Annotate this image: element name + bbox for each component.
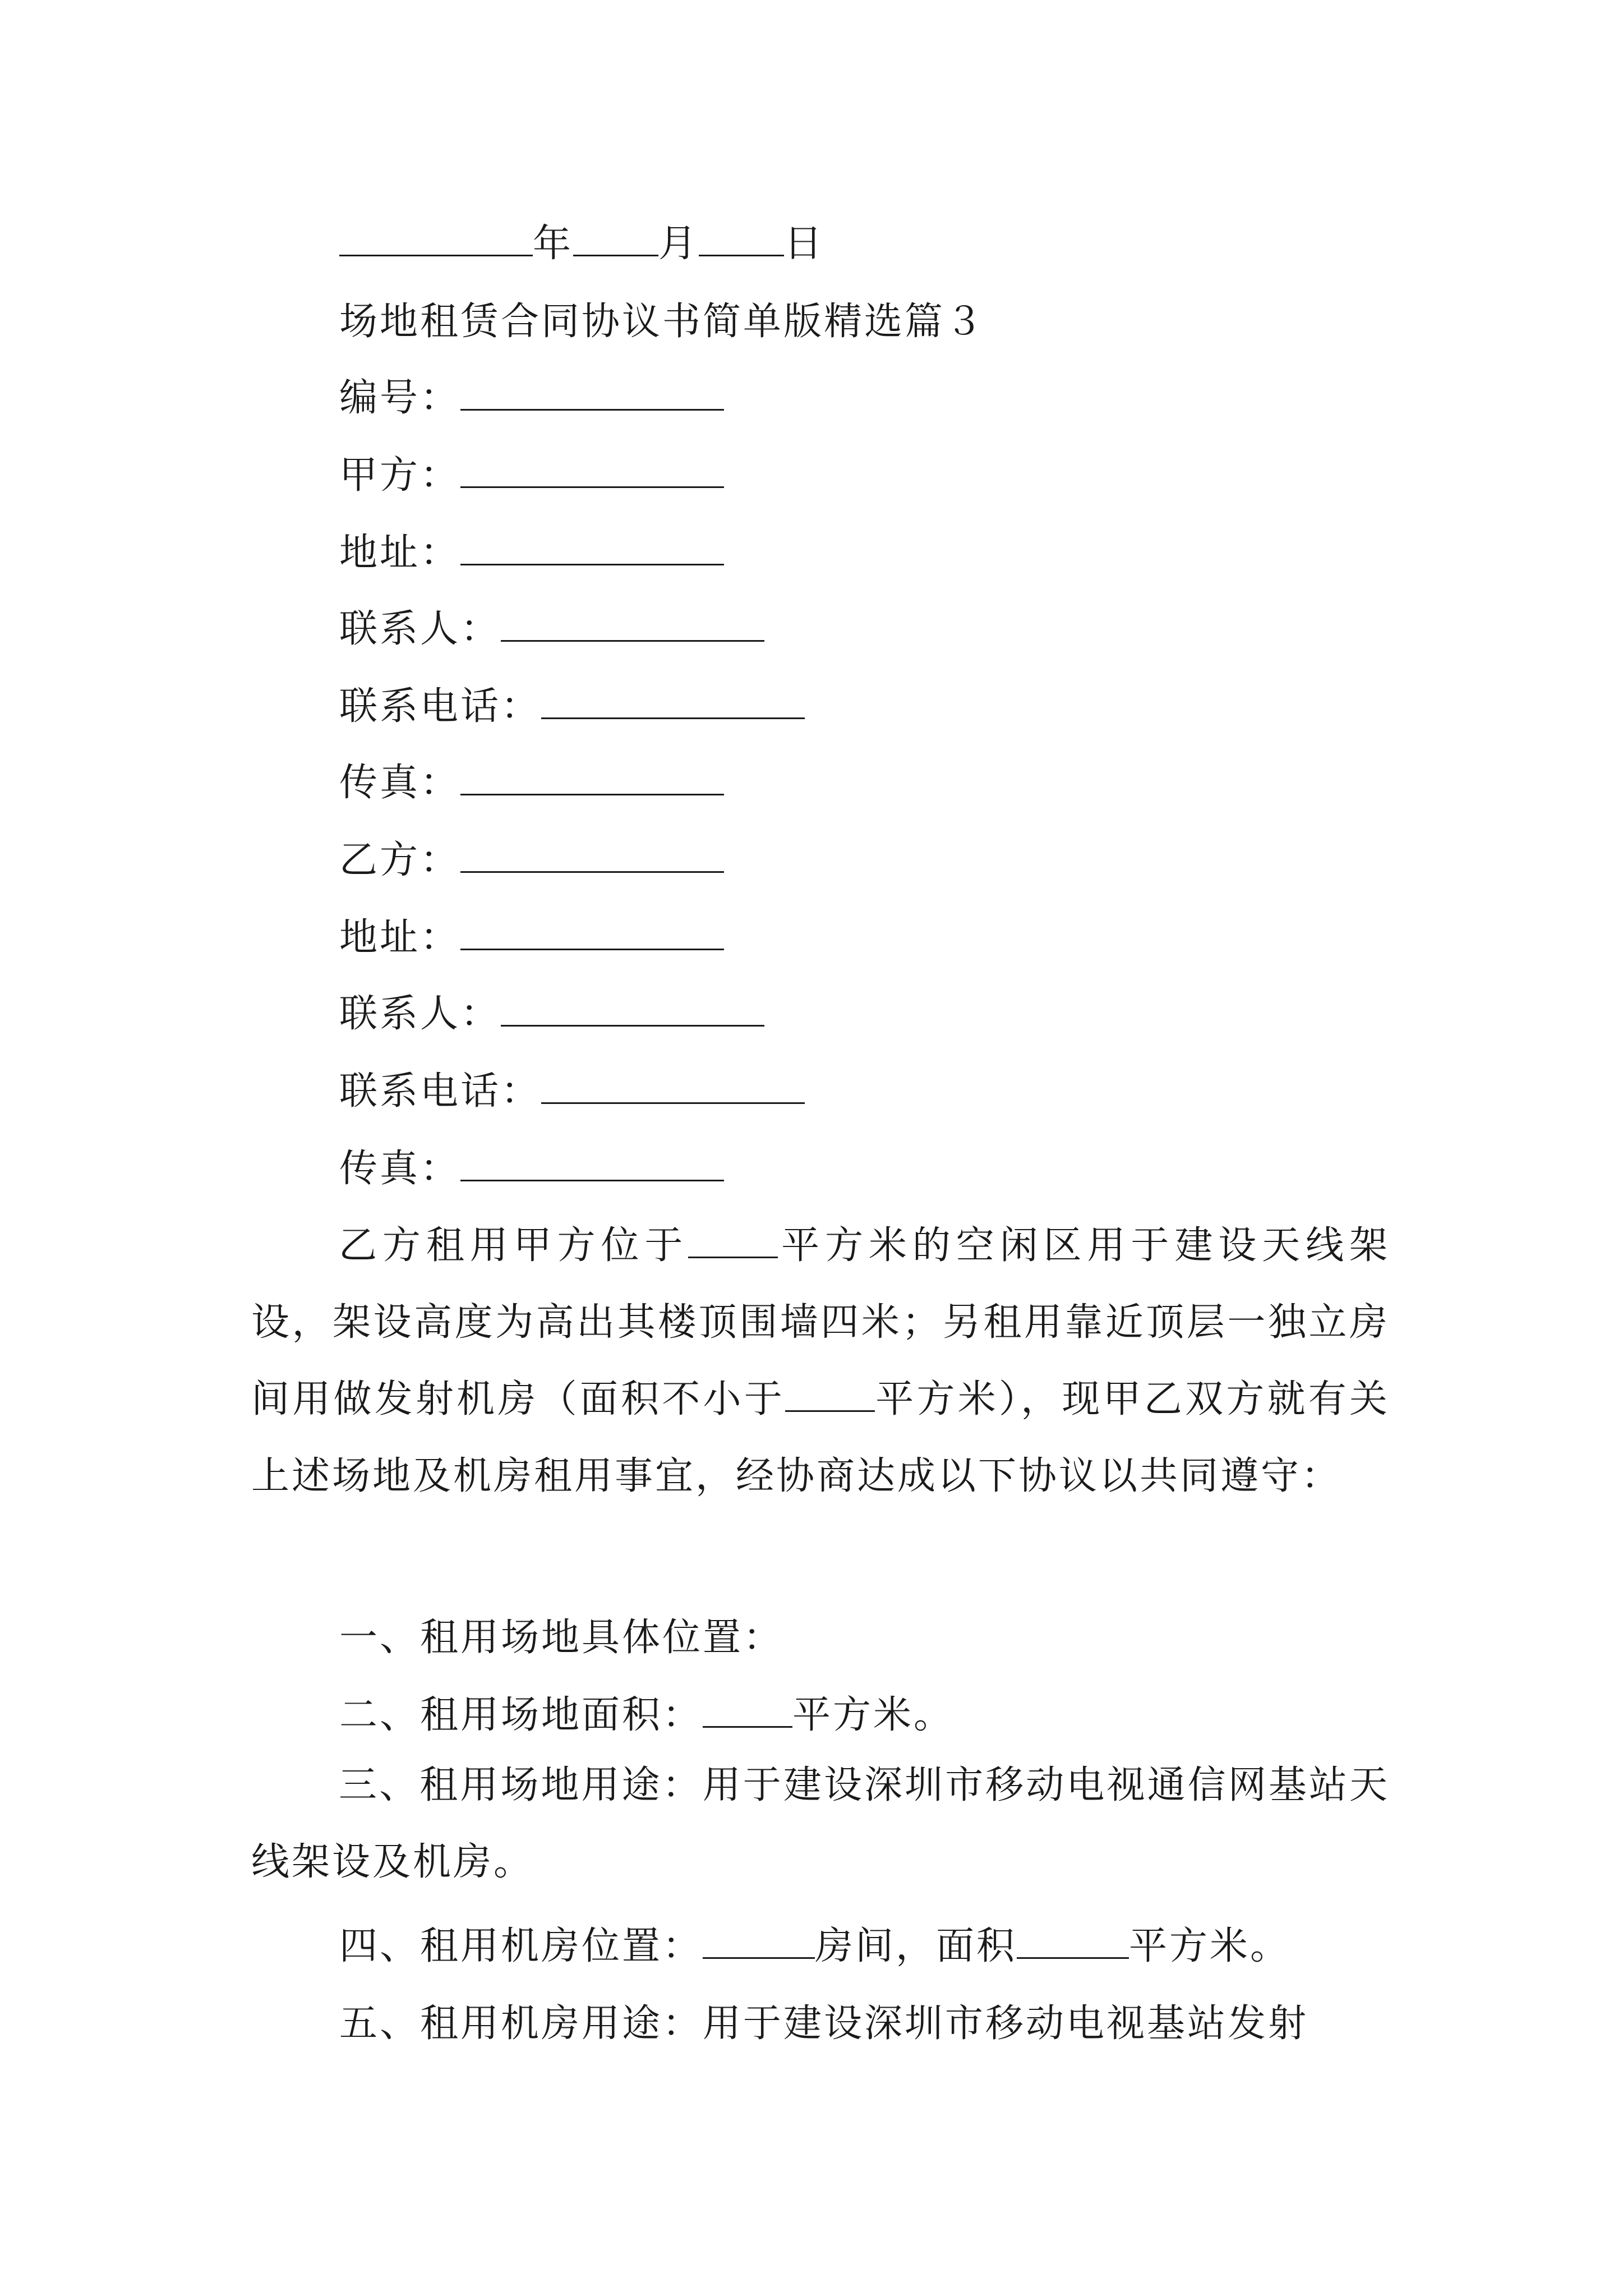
day-blank: [699, 223, 784, 256]
document-heading: 场地租赁合同协议书简单版精选篇３: [339, 300, 986, 344]
field-blank: [541, 1071, 805, 1104]
field-fax-a: [339, 761, 724, 806]
field-blank: [460, 917, 724, 950]
clause-4-room: 房间，面积: [815, 1924, 1017, 1968]
field-label: 传真：: [339, 761, 461, 805]
field-address-b: [339, 915, 724, 960]
clause-3: 三、租用场地用途：用于建设深圳市移动电视通信网基站天线架设及机房。: [251, 1763, 1390, 1884]
clause-2-unit: 平方米。: [792, 1693, 955, 1737]
year-blank: [339, 223, 533, 256]
date-line: [339, 222, 824, 266]
clause-2: [339, 1693, 954, 1738]
intro-part2: 平方米的空闲区用于建设天线架设，架设高度为高出其楼顶围墙四米；另租用靠近顶层一独立房间用做发射机房（面积不小于: [251, 1223, 1390, 1421]
area-blank: [688, 1225, 778, 1258]
field-label: 联系电话：: [339, 684, 542, 729]
room-size-blank: [1017, 1926, 1129, 1959]
field-blank: [460, 1148, 724, 1181]
field-phone-a: [339, 684, 805, 729]
field-party-a: [339, 453, 724, 498]
field-label: 地址：: [339, 915, 461, 960]
day-label: 日: [784, 222, 825, 266]
field-contact-b: [339, 992, 764, 1037]
field-fax-b: [339, 1147, 724, 1191]
clause-2-label: 二、租用场地面积：: [339, 1693, 703, 1737]
field-label: 地址：: [339, 531, 461, 575]
field-contact-a: [339, 607, 764, 652]
field-label: 联系电话：: [339, 1069, 542, 1114]
field-label: 编号：: [339, 376, 461, 420]
room-blank: [703, 1926, 815, 1959]
field-party-b: [339, 838, 724, 883]
field-blank: [501, 609, 764, 642]
clause-1: 一、租用场地具体位置：: [339, 1616, 784, 1660]
intro-paragraph: [251, 1207, 1390, 1515]
field-blank: [460, 378, 724, 411]
field-blank: [460, 840, 724, 873]
field-label: 甲方：: [339, 453, 461, 498]
clause-4-label: 四、租用机房位置：: [339, 1924, 703, 1968]
month-label: 月: [658, 222, 699, 266]
field-label: 联系人：: [339, 607, 501, 651]
intro-part1: 乙方租用甲方位于: [339, 1223, 689, 1268]
clause-5: 五、租用机房用途：用于建设深圳市移动电视基站发射: [339, 2001, 1309, 2046]
field-blank: [460, 455, 724, 488]
site-area-blank: [703, 1695, 792, 1728]
intro-part3: 平方米），现甲乙双方就有关上述场地及机房租用事宜，经协商达成以下协议以共同遵守：: [251, 1377, 1390, 1498]
field-label: 乙方：: [339, 838, 461, 882]
clause-4-unit: 平方米。: [1129, 1924, 1291, 1968]
field-number: [339, 376, 724, 421]
clause-4: [339, 1924, 1290, 1969]
field-blank: [541, 686, 805, 719]
month-blank: [573, 223, 658, 256]
field-phone-b: [339, 1069, 805, 1114]
room-area-blank: [785, 1379, 875, 1412]
field-blank: [501, 993, 764, 1027]
field-blank: [460, 532, 724, 565]
field-label: 传真：: [339, 1147, 461, 1191]
field-blank: [460, 762, 724, 795]
year-label: 年: [533, 222, 574, 266]
field-address-a: [339, 531, 724, 576]
field-label: 联系人：: [339, 992, 501, 1036]
